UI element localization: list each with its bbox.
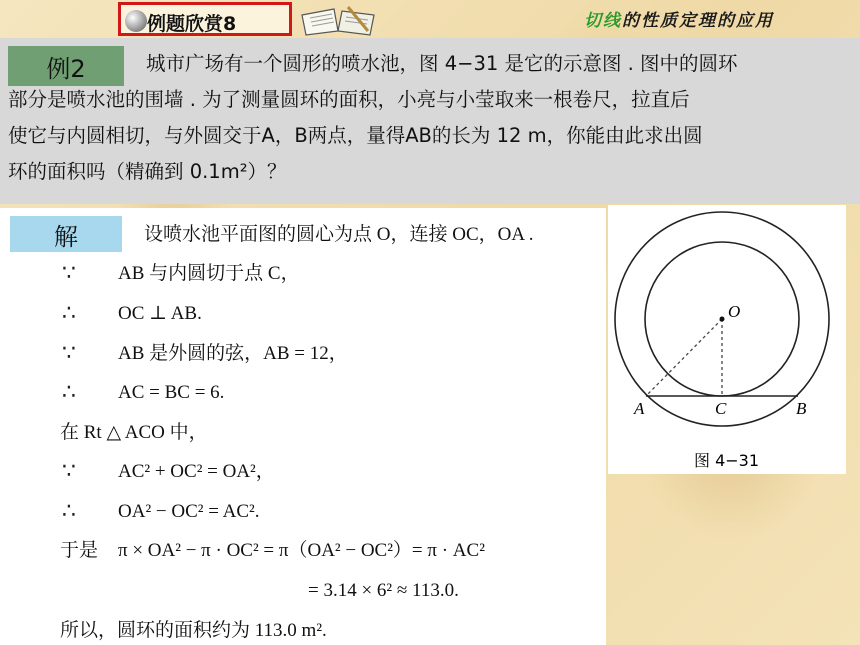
step-6: AC² + OC² = OA²， [118, 461, 275, 482]
globe-icon [125, 10, 147, 32]
step-7: OA² − OC² = AC². [118, 501, 260, 522]
because-symbol: ∵ [62, 459, 76, 484]
step-5: 在 Rt △ ACO 中， [60, 422, 208, 443]
label-o: O [728, 302, 741, 321]
center-point [720, 317, 725, 322]
segment-oa [646, 319, 722, 396]
step-4: AC = BC = 6. [118, 382, 225, 403]
step-8-prefix: 于是 [60, 540, 99, 561]
problem-line-3: 使它与内圆相切，与外圆交于A，B两点，量得AB的长为 12 m，你能由此求出圆 [8, 124, 703, 147]
problem-line-2: 部分是喷水池的围墙 . 为了测量圆环的面积，小亮与小莹取来一根卷尺，拉直后 [8, 88, 690, 111]
because-symbol: ∵ [62, 261, 76, 286]
problem-line-4: 环的面积吗（精确到 0.1m²）？ [8, 160, 287, 183]
subtitle-rest: 的性质定理的应用 [622, 11, 774, 31]
label-b: B [796, 399, 807, 418]
label-a: A [634, 399, 645, 418]
slide-subtitle [584, 6, 774, 31]
problem-line-1: 城市广场有一个圆形的喷水池，图 4−31 是它的示意图 . 图中的圆环 [146, 52, 738, 75]
step-3: AB 是外圆的弦，AB = 12， [118, 343, 348, 364]
conclusion: 所以，圆环的面积约为 113.0 m². [60, 620, 327, 641]
step-8: π × OA² − π · OC² = π（OA² − OC²）= π · AC² [118, 540, 485, 561]
solution-tag: 解 [10, 216, 122, 252]
therefore-symbol: ∴ [62, 380, 76, 405]
because-symbol: ∵ [62, 341, 76, 366]
solution-intro: 设喷水池平面图的圆心为点 O，连接 OC，OA . [144, 224, 534, 245]
example-badge [118, 2, 292, 36]
open-book-icon [298, 5, 378, 37]
badge-label: 例题欣赏8 [147, 13, 237, 35]
step-2: OC ⊥ AB. [118, 303, 202, 324]
therefore-symbol: ∴ [62, 499, 76, 524]
subtitle-highlight: 切线 [584, 11, 622, 31]
label-c: C [715, 399, 727, 418]
step-9: = 3.14 × 6² ≈ 113.0. [308, 580, 459, 601]
figure-caption: 图 4−31 [694, 451, 760, 470]
step-1: AB 与内圆切于点 C， [118, 263, 300, 284]
annulus-diagram [608, 205, 846, 474]
example-tag: 例2 [8, 46, 124, 86]
therefore-symbol: ∴ [62, 301, 76, 326]
